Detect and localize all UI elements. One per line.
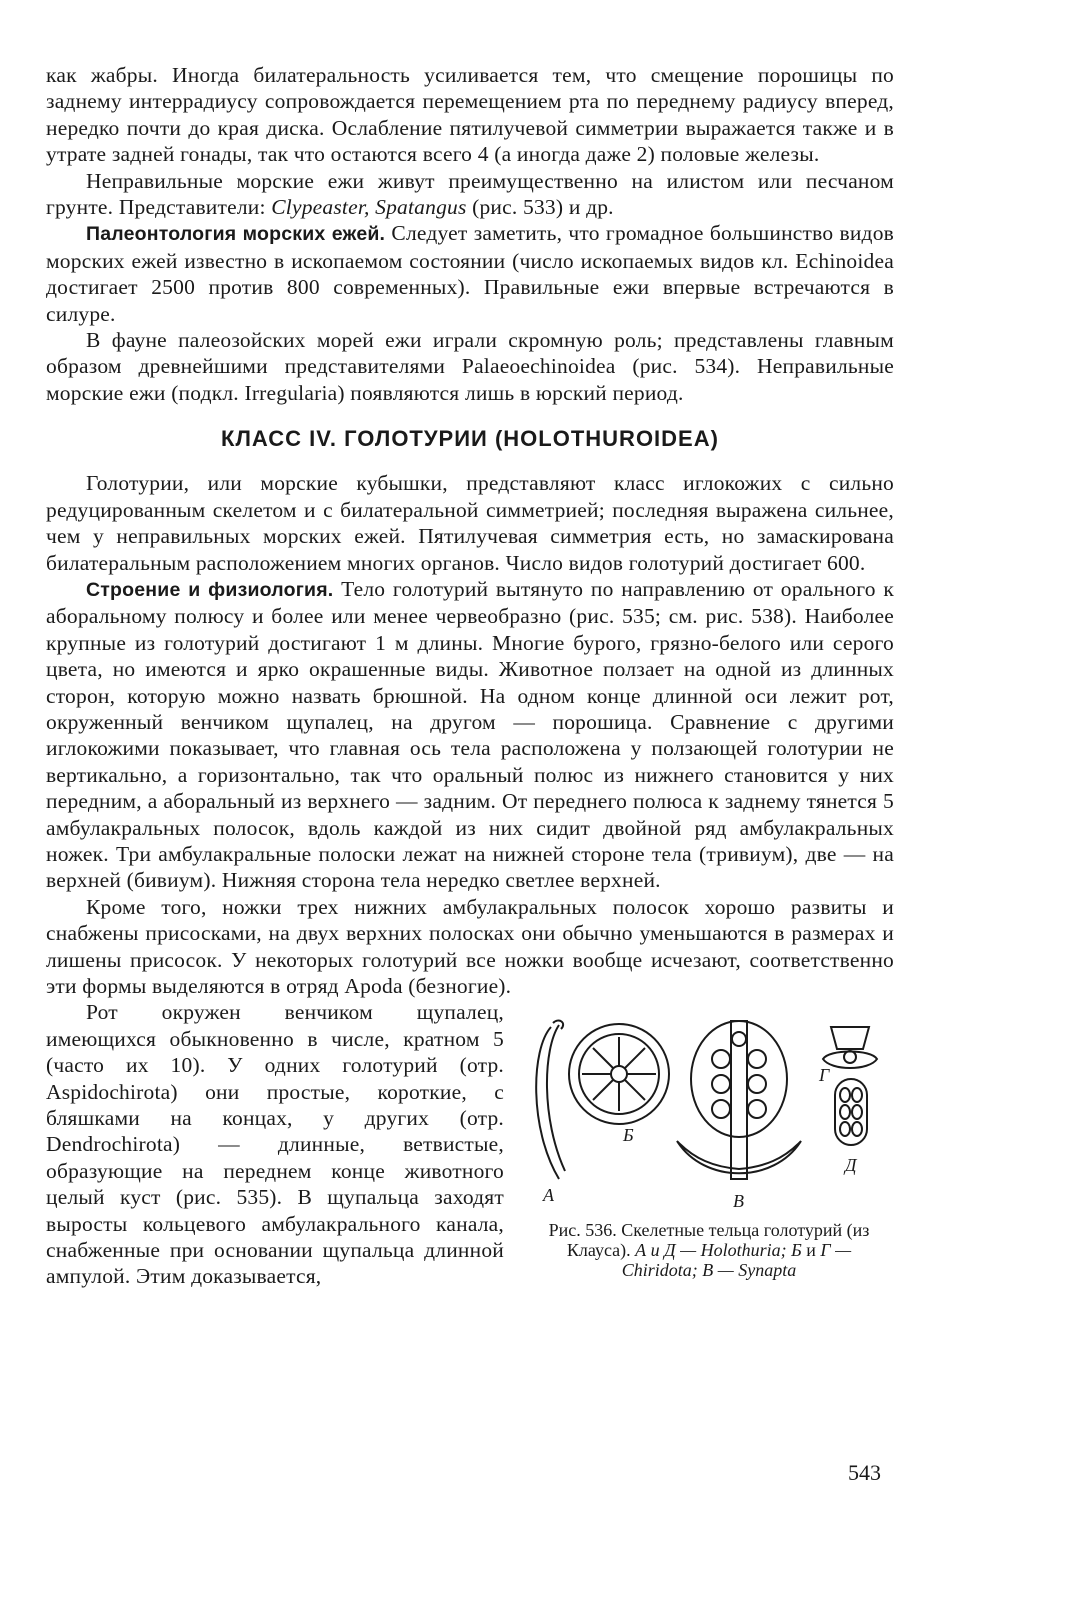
paragraph-gills: как жабры. Иногда билатеральность усиливается тем, что смещение порошицы по заднему интеррадиусу сопровождается перемещением рта по переднему радиусу вперед, нередко почти до края диска. Ослабление пятилучевой симметрии выражается также и в утрате задней гонады, так что остаются всего 4 (а иногда даже 2) половые железы. <box>46 63 894 167</box>
element-v-anchor <box>677 1021 801 1179</box>
element-a-hook <box>536 1021 565 1179</box>
paragraph-tentacles: Рот окружен венчиком щупалец, имеющихся обыкновенно в числе, кратном 5 (часто их 10). У одних голотурий (отр. Aspidochirota) они простые, короткие, с бляшками на концах, у других (отр. Dendrochirota) — длинные, ветвистые, образующие на переднем конце животного целый куст (рис. 535). В щупальца заходят выросты кольцевого амбулакрального канала, снабженные при основании щупальца длинной ампулой. Этим доказывается, <box>46 1000 504 1289</box>
figure-536 <box>524 999 894 1289</box>
element-d-rod <box>835 1079 867 1145</box>
paragraph-irregular-urchins <box>46 168 894 221</box>
paleontology-heading: Палеонтология морских ежей. <box>86 223 386 246</box>
page-number: 543 <box>848 1460 881 1485</box>
section-title: КЛАСС IV. ГОЛОТУРИИ (HOLOTHUROIDEA) <box>221 426 719 452</box>
structure-text: Тело голотурий вытянуто по направлению от орального к аборальному полюсу и более или менее червеобразно (рис. 535; см. рис. 538). Наиболее крупные из голотурий достигают 1 м длины. Многие бурого, грязно-белого или серого цвета, но имеются и ярко окрашенные виды. Животное ползает на одной из длинных сторон, которую можно назвать брюшной. На одном конце длинной оси лежит рот, окруженный венчиком щупалец, на другом — порошица. Сравнение с другими иглокожими показывает, что главная ось тела расположена у ползающей голотурии не вертикально, а горизонтально, так что оральный полюс из нижнего становится у них передним, а аборальный из верхнего — задним. От переднего полюса к заднему тянется 5 амбулакральных полосок, вдоль каждой из них сидит двойной ряд амбулакральных ножек. Три амбулакральные полоски лежат на нижней стороне тела (тривиум), две — на верхней (бивиум). Нижняя сторона тела нередко светлее верхней. <box>46 576 894 893</box>
left-column <box>46 999 504 1289</box>
element-g-cup <box>823 1027 877 1068</box>
element-b-wheel <box>569 1024 669 1124</box>
page-body <box>46 62 894 1290</box>
structure-heading: Строение и физиология. <box>86 578 334 601</box>
irregular-genera: Clypeaster, Spatangus <box>271 195 467 220</box>
label-a: А <box>543 1185 554 1206</box>
paragraph-structure <box>46 576 894 894</box>
label-v: В <box>733 1191 744 1212</box>
label-g: Г <box>819 1065 830 1086</box>
caption-mid: и <box>801 1240 821 1261</box>
skeletal-bodies-illustration <box>529 1009 889 1214</box>
label-b: Б <box>623 1125 634 1146</box>
figure-caption <box>529 1220 889 1280</box>
caption-prefix: Рис. 536. Скелетные тельца голотурий (из Клауса). <box>548 1220 870 1261</box>
paragraph-fauna: В фауне палеозойских морей ежи играли скромную роль; представлены главным образом древнейшими представителями Palaeoechinoidea (рис. 534). Неправильные морские ежи (подкл. Irregularia) появляются лишь в юрский период. <box>46 328 894 405</box>
paleontology-text: Следует заметить, что громадное большинство видов морских ежей известно в ископаемом состоянии (число ископаемых видов кл. Echinoidea достигает 2500 против 800 современных). Правильные ежи впервые встречаются в силуре. <box>46 221 895 326</box>
paragraph-paleontology <box>46 220 894 327</box>
caption-rest: Г — Chiridota; В — Synapta <box>621 1240 852 1281</box>
paragraph-podia: Кроме того, ножки трех нижних амбулакральных полосок хорошо развиты и снабжены присосками, на двух верхних полосках они обычно уменьшаются в размерах и лишены присосок. У некоторых голотурий все ножки вообще исчезают, соответственно эти формы выделяются в отряд Apoda (безногие). <box>46 894 894 998</box>
caption-ad: А и Д — Holothuria; Б <box>635 1240 802 1261</box>
irregular-text-before: Неправильные морские ежи живут преимущественно на илистом или песчаном грунте. Представители: <box>46 168 894 220</box>
paragraph-holothurian-intro: Голотурии, или морские кубышки, представляют класс иглокожих с сильно редуцированным скелетом и с билатеральной симметрией; последняя выражена сильнее, чем у неправильных морских ежей. Пятилучевая симметрия есть, но замаскирована билатеральным расположением многих органов. Число видов голотурий достигает 600. <box>46 471 894 575</box>
figure-row <box>46 999 894 1289</box>
label-d: Д <box>845 1155 857 1176</box>
irregular-text-after: (рис. 533) и др. <box>466 195 614 220</box>
